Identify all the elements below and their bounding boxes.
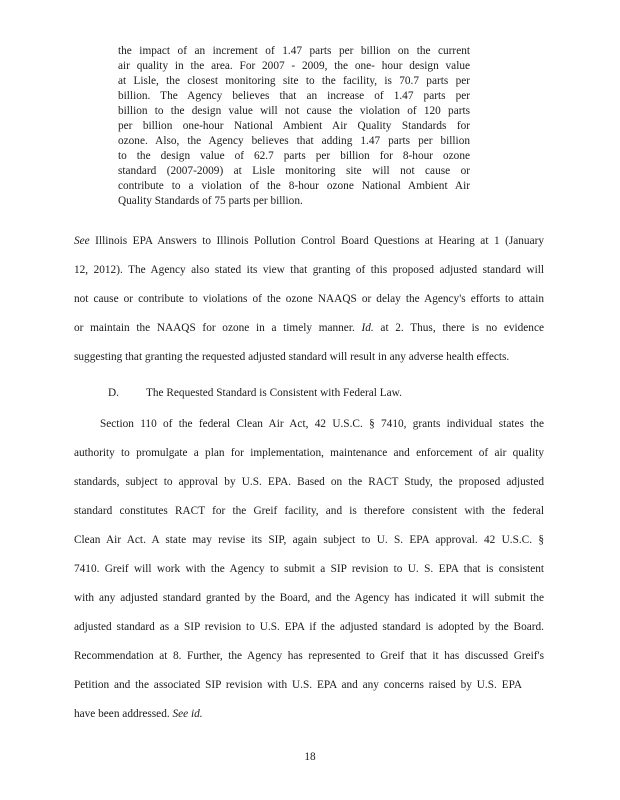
block-quote-line: at Lisle, the closest monitoring site to the facility, is 70.7 parts per [118,75,470,87]
body-text: or maintain the NAAQS for ozone in a timely manner. [74,322,362,334]
block-quote-line: ozone. Also, the Agency believes that adding 1.47 parts per billion [118,135,470,147]
body-line: adjusted standard as a SIP revision to U.S. EPA if the adjusted standard is adopted by the Board. [74,621,544,633]
block-quote-line: billion. The Agency believes that an increase of 1.47 parts per [118,90,470,102]
block-quote-line: billion to the design value will not cause the violation of 120 parts [118,105,470,117]
body-line: standards, subject to approval by U.S. EPA. Based on the RACT Study, the proposed adjusted [74,476,544,488]
block-quote-line: standard (2007-2009) at Lisle monitoring site will not cause or [118,165,470,177]
signal-see: See [74,235,90,247]
body-line: Section 110 of the federal Clean Air Act, 42 U.S.C. § 7410, grants individual states the [100,418,544,430]
body-line: Recommendation at 8. Further, the Agency has represented to Greif that it has discussed Greif's [74,650,544,662]
body-text: have been addressed. [74,708,173,720]
body-line: not cause or contribute to violations of the ozone NAAQS or delay the Agency's efforts to attain [74,293,544,305]
body-line [74,235,544,248]
signal-see-id: See id. [172,708,203,720]
body-line: standard constitutes RACT for the Greif facility, and is therefore consistent with the federal [74,505,544,517]
block-quote-line: per billion one-hour National Ambient Air Quality Standards for [118,120,470,132]
body-line: Petition and the associated SIP revision with U.S. EPA and any concerns raised by U.S. EPA [74,679,522,691]
body-line: with any adjusted standard granted by the Board, and the Agency has indicated it will submit the [74,592,544,604]
body-line: suggesting that granting the requested adjusted standard will result in any adverse health effects. [74,351,510,363]
signal-id: Id. [361,322,374,334]
body-line: authority to promulgate a plan for implementation, maintenance and enforcement of air quality [74,447,544,459]
section-heading [108,387,402,400]
body-text: at 2. Thus, there is no evidence [373,322,544,334]
body-line: Clean Air Act. A state may revise its SIP, again subject to U. S. EPA approval. 42 U.S.C. § [74,534,544,546]
body-line [74,708,203,721]
body-line: 12, 2012). The Agency also stated its view that granting of this proposed adjusted standard will [74,264,544,276]
block-quote-line: air quality in the area. For 2007 - 2009, the one- hour design value [118,60,470,72]
block-quote-line: the impact of an increment of 1.47 parts per billion on the current [118,45,470,57]
section-letter: D. [108,387,119,399]
body-line: 7410. Greif will work with the Agency to submit a SIP revision to U. S. EPA that is consistent [74,563,544,575]
page-number: 18 [304,751,316,763]
citation-text: Illinois EPA Answers to Illinois Pollution Control Board Questions at Hearing at 1 (January [89,235,544,247]
body-line [74,322,544,335]
block-quote-line: contribute to a violation of the 8-hour ozone National Ambient Air [118,180,470,192]
section-title: The Requested Standard is Consistent with Federal Law. [146,387,402,399]
block-quote-line: Quality Standards of 75 parts per billion. [118,195,303,207]
block-quote-line: to the design value of 62.7 parts per billion for 8-hour ozone [118,150,470,162]
